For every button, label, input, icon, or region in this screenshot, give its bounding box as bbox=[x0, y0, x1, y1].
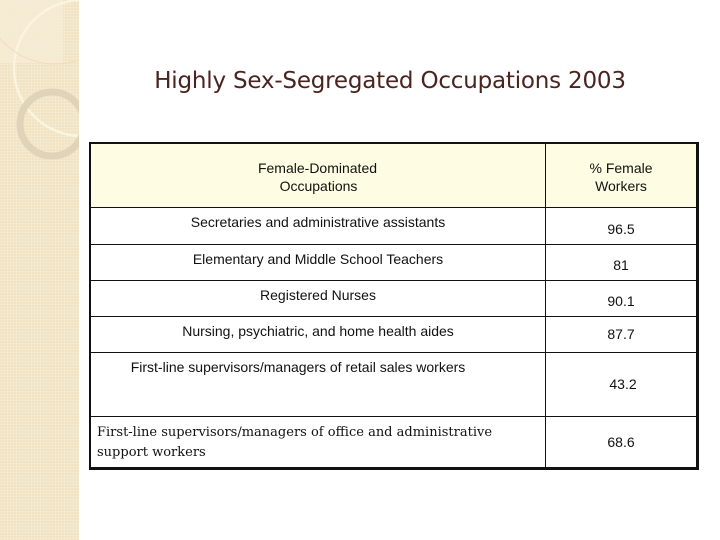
table-row bbox=[91, 281, 696, 317]
percent-cell: 87.7 bbox=[607, 326, 635, 342]
percent-cell: 68.6 bbox=[607, 434, 635, 450]
table-row bbox=[91, 417, 696, 467]
occupation-cell: First-line supervisors/managers of office and administrative support workers bbox=[91, 417, 546, 467]
slide-title: Highly Sex-Segregated Occupations 2003 bbox=[154, 68, 626, 94]
percent-cell: 81 bbox=[613, 257, 629, 273]
percent-cell: 90.1 bbox=[607, 293, 635, 309]
header-occupation: Female-Dominated Occupations bbox=[91, 144, 546, 207]
occupation-cell: Registered Nurses bbox=[91, 281, 546, 316]
table-row bbox=[91, 317, 696, 353]
table-row bbox=[91, 208, 696, 245]
occupation-cell: Nursing, psychiatric, and home health aides bbox=[91, 317, 546, 352]
occupation-cell: Secretaries and administrative assistants bbox=[91, 208, 546, 244]
occupation-cell: Elementary and Middle School Teachers bbox=[91, 245, 546, 280]
header-percent: % Female Workers bbox=[589, 160, 653, 194]
occupation-cell: First-line supervisors/managers of retail sales workers bbox=[91, 353, 546, 416]
table-row bbox=[91, 353, 696, 417]
table-row bbox=[91, 245, 696, 281]
percent-cell: 96.5 bbox=[607, 221, 635, 237]
percent-cell: 43.2 bbox=[609, 376, 637, 392]
table-header-row bbox=[91, 144, 696, 208]
occupations-table bbox=[89, 142, 699, 470]
